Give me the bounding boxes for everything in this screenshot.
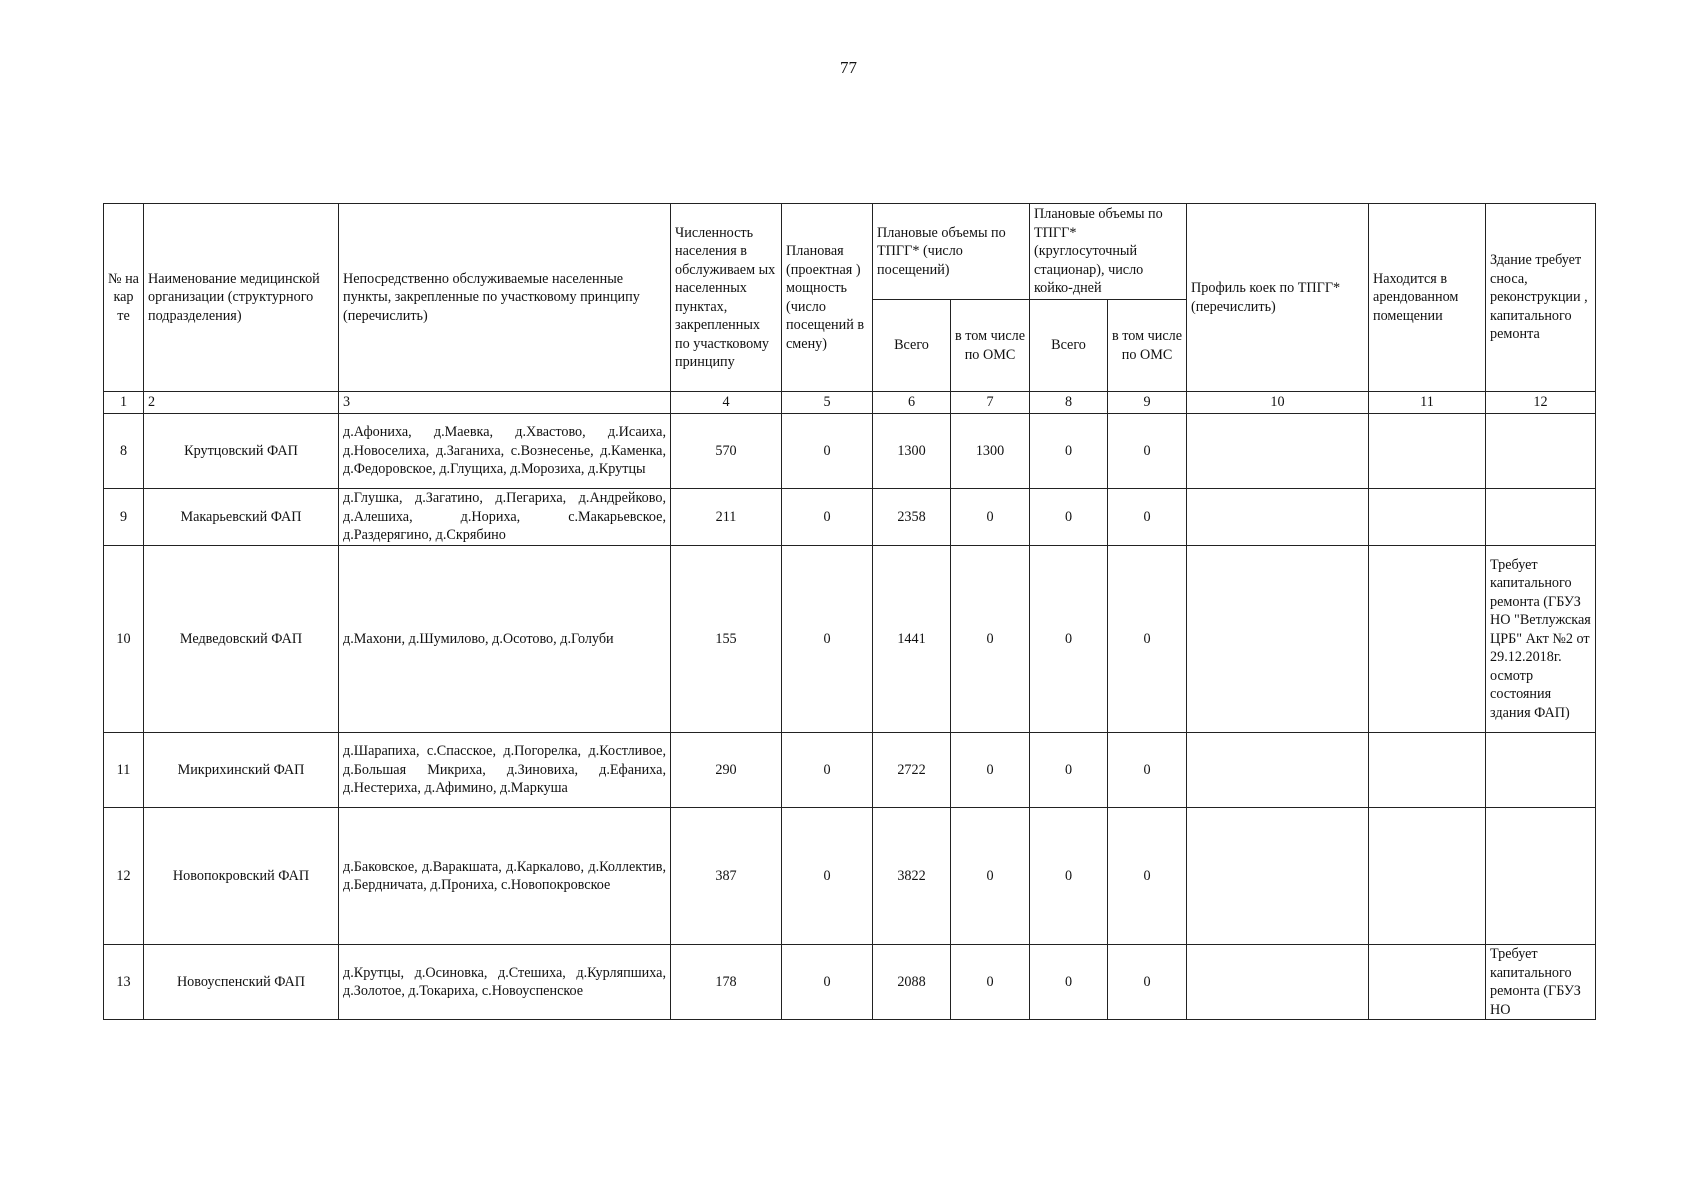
population-value: 387 [671, 808, 782, 945]
visits-total-value: 1300 [873, 414, 951, 489]
bed-profile-value [1187, 546, 1369, 733]
settlements-list: д.Глушка, д.Загатино, д.Пегариха, д.Андрейково, д.Алешиха, д.Нориха, с.Макарьевское, д.Раздерягино, д.Скрябино [339, 489, 671, 546]
facility-name: Новоуспенский ФАП [144, 945, 339, 1020]
visits-total-value: 3822 [873, 808, 951, 945]
column-number: 7 [951, 392, 1030, 414]
beds-oms-value: 0 [1108, 945, 1187, 1020]
repair-note [1486, 733, 1596, 808]
header-bed-profile: Профиль коек по ТПГГ* (перечислить) [1187, 204, 1369, 392]
repair-note [1486, 808, 1596, 945]
table-row [104, 414, 1596, 489]
capacity-value: 0 [782, 546, 873, 733]
row-number: 9 [104, 489, 144, 546]
beds-total-value: 0 [1030, 414, 1108, 489]
header-settlements: Непосредственно обслуживаемые населенные пункты, закрепленные по участковому принципу (перечислить) [339, 204, 671, 392]
beds-oms-value: 0 [1108, 546, 1187, 733]
column-number: 6 [873, 392, 951, 414]
visits-oms-value: 0 [951, 808, 1030, 945]
row-number: 8 [104, 414, 144, 489]
capacity-value: 0 [782, 489, 873, 546]
population-value: 570 [671, 414, 782, 489]
beds-oms-value: 0 [1108, 414, 1187, 489]
visits-oms-value: 0 [951, 733, 1030, 808]
column-number: 3 [339, 392, 671, 414]
bed-profile-value [1187, 945, 1369, 1020]
rented-value [1369, 414, 1486, 489]
population-value: 178 [671, 945, 782, 1020]
column-number: 5 [782, 392, 873, 414]
header-visits-total: Всего [873, 300, 951, 392]
column-number: 8 [1030, 392, 1108, 414]
header-rented: Находится в арендованном помещении [1369, 204, 1486, 392]
row-number: 12 [104, 808, 144, 945]
row-number: 11 [104, 733, 144, 808]
capacity-value: 0 [782, 945, 873, 1020]
header-visits-group: Плановые объемы по ТПГГ* (число посещений) [873, 204, 1030, 300]
column-number: 1 [104, 392, 144, 414]
table-row [104, 945, 1596, 1020]
visits-oms-value: 1300 [951, 414, 1030, 489]
visits-total-value: 2722 [873, 733, 951, 808]
settlements-list: д.Шарапиха, с.Спасское, д.Погорелка, д.Костливое, д.Большая Микриха, д.Зиновиха, д.Ефаниха, д.Нестериха, д.Афимино, д.Маркуша [339, 733, 671, 808]
header-beds-group: Плановые объемы по ТПГГ* (круглосуточный стационар), число койко-дней [1030, 204, 1187, 300]
population-value: 211 [671, 489, 782, 546]
column-number: 10 [1187, 392, 1369, 414]
header-organization: Наименование медицинской организации (структурного подразделения) [144, 204, 339, 392]
column-number: 4 [671, 392, 782, 414]
settlements-list: д.Баковское, д.Варакшата, д.Каркалово, д.Коллектив, д.Бердничата, д.Прониха, с.Новопокровское [339, 808, 671, 945]
table-row [104, 546, 1596, 733]
column-number-row [104, 392, 1596, 414]
table-row [104, 489, 1596, 546]
capacity-value: 0 [782, 414, 873, 489]
settlements-list: д.Крутцы, д.Осиновка, д.Стешиха, д.Курляпшиха, д.Золотое, д.Токариха, с.Новоуспенское [339, 945, 671, 1020]
header-repair: Здание требует сноса, реконструкции , капитального ремонта [1486, 204, 1596, 392]
row-number: 13 [104, 945, 144, 1020]
facility-name: Микрихинский ФАП [144, 733, 339, 808]
header-beds-total: Всего [1030, 300, 1108, 392]
beds-total-value: 0 [1030, 733, 1108, 808]
table-row [104, 808, 1596, 945]
column-number: 2 [144, 392, 339, 414]
column-number: 9 [1108, 392, 1187, 414]
column-number: 11 [1369, 392, 1486, 414]
population-value: 155 [671, 546, 782, 733]
header-number: № на кар те [104, 204, 144, 392]
beds-oms-value: 0 [1108, 489, 1187, 546]
visits-oms-value: 0 [951, 945, 1030, 1020]
repair-note [1486, 489, 1596, 546]
rented-value [1369, 808, 1486, 945]
facility-name: Медведовский ФАП [144, 546, 339, 733]
repair-note [1486, 414, 1596, 489]
beds-total-value: 0 [1030, 945, 1108, 1020]
column-number: 12 [1486, 392, 1596, 414]
header-population: Численность населения в обслуживаем ых населенных пунктах, закрепленных по участковому принципу [671, 204, 782, 392]
page-number: 77 [840, 58, 857, 77]
settlements-list: д.Афониха, д.Маевка, д.Хвастово, д.Исаиха, д.Новоселиха, д.Заганиха, с.Вознесенье, д.Каменка, д.Федоровское, д.Глущиха, д.Морозиха, д.Крутцы [339, 414, 671, 489]
facilities-table [103, 203, 1596, 1020]
beds-total-value: 0 [1030, 546, 1108, 733]
bed-profile-value [1187, 808, 1369, 945]
header-capacity: Плановая (проектная ) мощность (число посещений в смену) [782, 204, 873, 392]
visits-total-value: 2358 [873, 489, 951, 546]
population-value: 290 [671, 733, 782, 808]
settlements-list: д.Махони, д.Шумилово, д.Осотово, д.Голуби [339, 546, 671, 733]
visits-oms-value: 0 [951, 546, 1030, 733]
table-row [104, 733, 1596, 808]
repair-note: Требует капитального ремонта (ГБУЗ НО [1486, 945, 1596, 1020]
facility-name: Макарьевский ФАП [144, 489, 339, 546]
beds-oms-value: 0 [1108, 808, 1187, 945]
facility-name: Крутцовский ФАП [144, 414, 339, 489]
facility-name: Новопокровский ФАП [144, 808, 339, 945]
visits-total-value: 1441 [873, 546, 951, 733]
rented-value [1369, 945, 1486, 1020]
rented-value [1369, 546, 1486, 733]
rented-value [1369, 489, 1486, 546]
rented-value [1369, 733, 1486, 808]
beds-oms-value: 0 [1108, 733, 1187, 808]
beds-total-value: 0 [1030, 808, 1108, 945]
bed-profile-value [1187, 414, 1369, 489]
row-number: 10 [104, 546, 144, 733]
bed-profile-value [1187, 489, 1369, 546]
header-visits-oms: в том числе по ОМС [951, 300, 1030, 392]
visits-total-value: 2088 [873, 945, 951, 1020]
beds-total-value: 0 [1030, 489, 1108, 546]
header-beds-oms: в том числе по ОМС [1108, 300, 1187, 392]
bed-profile-value [1187, 733, 1369, 808]
repair-note: Требует капитального ремонта (ГБУЗ НО "Ветлужская ЦРБ" Акт №2 от 29.12.2018г. осмотр состояния здания ФАП) [1486, 546, 1596, 733]
visits-oms-value: 0 [951, 489, 1030, 546]
capacity-value: 0 [782, 808, 873, 945]
capacity-value: 0 [782, 733, 873, 808]
